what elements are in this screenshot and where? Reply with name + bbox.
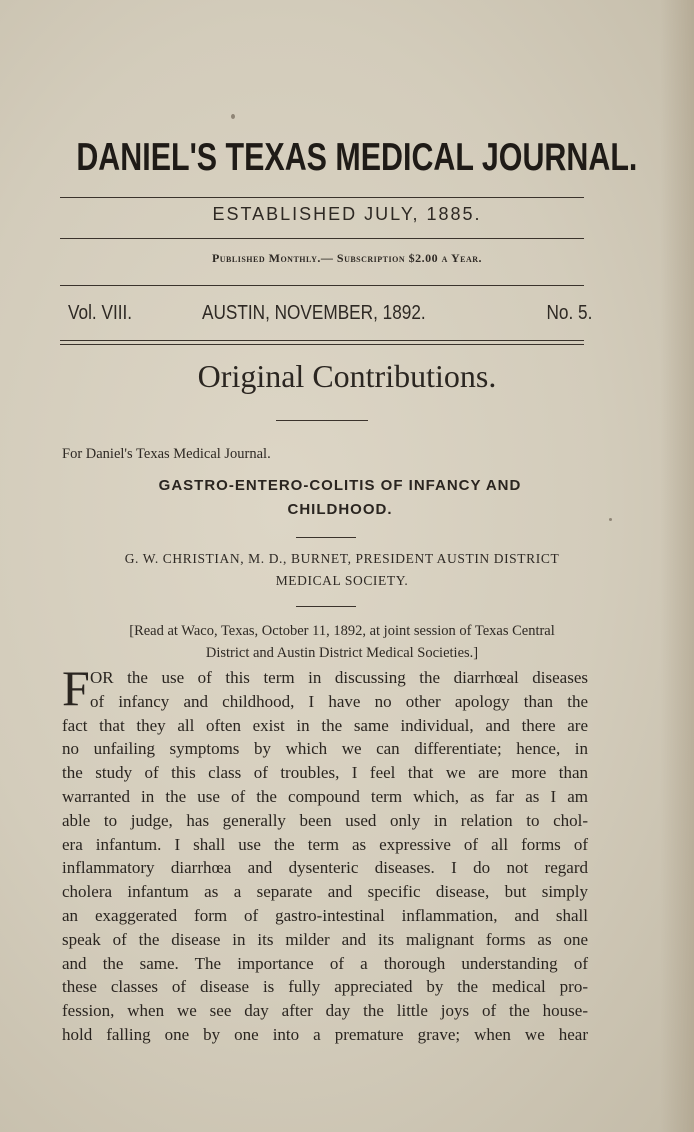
masthead-rule-middle xyxy=(60,238,584,239)
page-edge-shadow xyxy=(660,0,694,1132)
title-divider xyxy=(296,537,356,538)
body-line: speak of the disease in its milder and its malignant forms as one xyxy=(62,929,588,949)
established-line: ESTABLISHED JULY, 1885. xyxy=(212,204,482,224)
section-divider xyxy=(276,420,368,421)
article-title-line-1: GASTRO-ENTERO-COLITIS OF INFANCY AND xyxy=(158,477,522,494)
publication-info: Published Monthly.— Subscription $2.00 a Year. xyxy=(211,251,483,265)
author-line-2: MEDICAL SOCIETY. xyxy=(275,573,409,588)
read-note-line-1: [Read at Waco, Texas, October 11, 1892, at joint session of Texas Central xyxy=(129,623,555,639)
body-line: no unfailing symptoms by which we can differentiate; hence, in xyxy=(62,739,588,759)
for-journal-line: For Daniel's Texas Medical Journal. xyxy=(62,446,271,462)
body-line: these classes of disease is fully appreciated by the medical pro- xyxy=(62,977,588,997)
author-line-1: G. W. CHRISTIAN, M. D., BURNET, PRESIDENT AUSTIN DISTRICT xyxy=(124,551,560,566)
article-body xyxy=(62,660,588,1047)
place-date: AUSTIN, NOVEMBER, 1892. xyxy=(202,302,426,324)
body-line: fession, when we see day after day the little joys of the house- xyxy=(62,1001,588,1021)
read-note xyxy=(60,620,624,664)
section-title: Original Contributions. xyxy=(197,358,497,394)
author-divider xyxy=(296,606,356,607)
body-line: era infantum. I shall use the term as expressive of all forms of xyxy=(62,834,588,854)
body-line: and the same. The importance of a thorough understanding of xyxy=(62,953,588,973)
body-line: an exaggerated form of gastro-intestinal inflammation, and shall xyxy=(62,905,588,925)
read-note-line-2: District and Austin District Medical Societies.] xyxy=(205,645,479,661)
masthead-rule-top xyxy=(60,197,584,198)
issue-line xyxy=(68,302,592,332)
body-line: the study of this class of troubles, I feel that we are more than xyxy=(62,763,588,783)
journal-title: DANIEL'S TEXAS MEDICAL JOURNAL. xyxy=(76,136,638,179)
author-byline xyxy=(60,548,624,592)
paper-blemish xyxy=(231,114,235,119)
body-line: fact that they all often exist in the same individual, and there are xyxy=(62,715,588,735)
article-title-line-2: CHILDHOOD. xyxy=(287,501,393,518)
volume-number: Vol. VIII. xyxy=(68,302,133,324)
paper-blemish xyxy=(609,518,612,521)
body-line: of infancy and childhood, I have no other apology than the xyxy=(90,691,588,711)
article-title xyxy=(60,474,620,522)
body-line: hold falling one by one into a premature grave; when we hear xyxy=(62,1024,588,1044)
issue-double-rule xyxy=(60,340,584,345)
body-line: inflammatory diarrhœa and dysenteric diseases. I do not regard xyxy=(62,858,588,878)
issue-number: No. 5. xyxy=(546,302,592,324)
body-line: cholera infantum as a separate and specific disease, but simply xyxy=(62,882,588,902)
body-line: OR the use of this term in discussing the diarrhœal diseases xyxy=(90,668,588,687)
masthead-rule-bottom xyxy=(60,285,584,286)
body-line: able to judge, has generally been used only in relation to chol- xyxy=(62,810,588,830)
drop-cap: F xyxy=(62,660,90,716)
body-line: warranted in the use of the compound term which, as far as I am xyxy=(62,786,588,806)
